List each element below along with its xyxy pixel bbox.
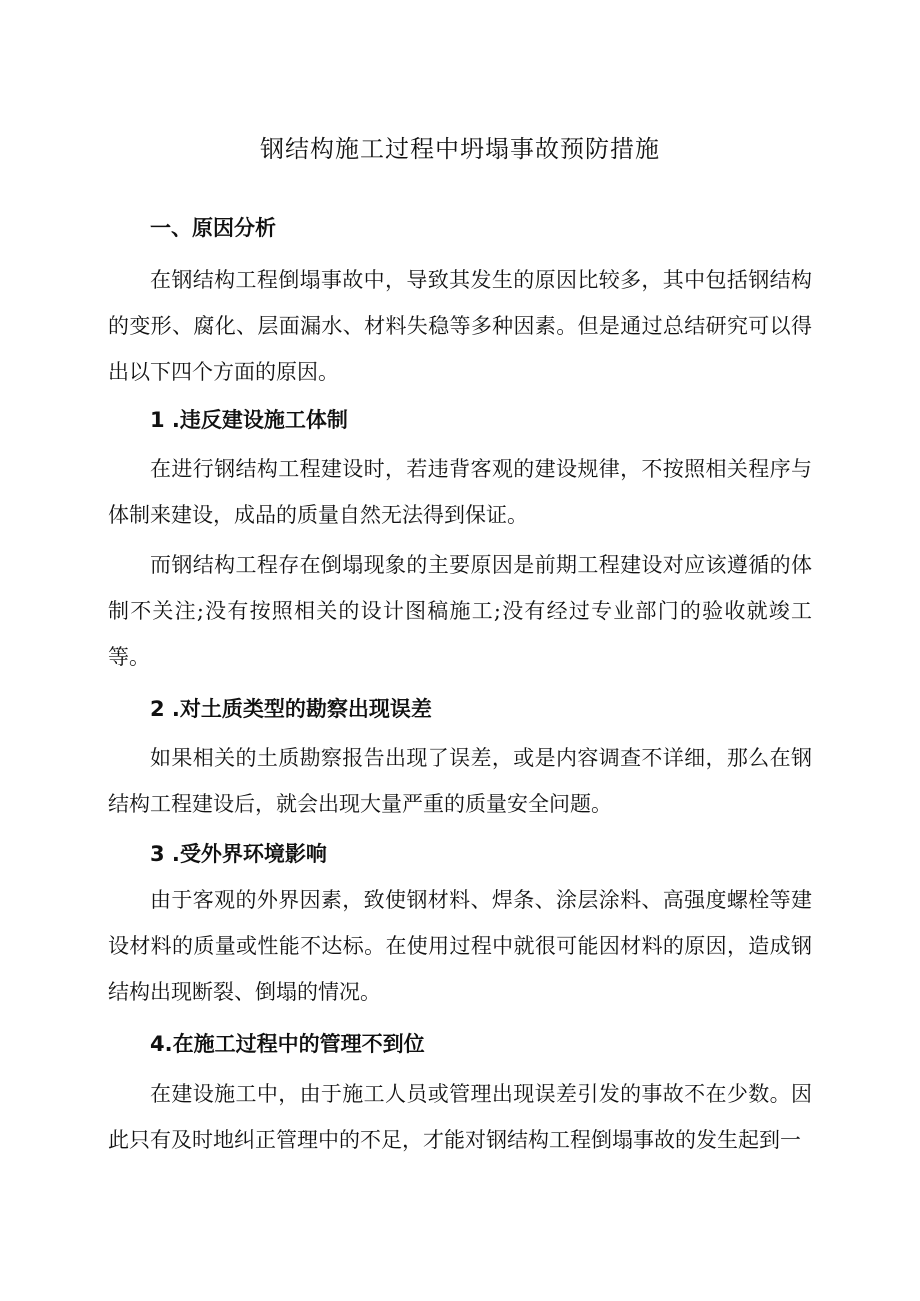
subheading-item-4: 4.在施工过程中的管理不到位 bbox=[150, 1032, 425, 1056]
item-1-paragraph-2: 而钢结构工程存在倒塌现象的主要原因是前期工程建设对应该遵循的体制不关注;没有按照相关的设计图稿施工;没有经过专业部门的验收就竣工等。 bbox=[108, 553, 812, 669]
subheading-item-2: 2 .对土质类型的勘察出现误差 bbox=[150, 697, 432, 721]
section-heading-cause-analysis: 一、原因分析 bbox=[150, 216, 276, 240]
intro-paragraph: 在钢结构工程倒塌事故中，导致其发生的原因比较多，其中包括钢结构的变形、腐化、层面漏水、材料失稳等多种因素。但是通过总结研究可以得出以下四个方面的原因。 bbox=[108, 268, 812, 384]
item-1-paragraph-1: 在进行钢结构工程建设时，若违背客观的建设规律，不按照相关程序与体制来建设，成品的质量自然无法得到保证。 bbox=[108, 457, 812, 527]
document-title: 钢结构施工过程中坍塌事故预防措施 bbox=[260, 135, 660, 163]
item-2-paragraph: 如果相关的土质勘察报告出现了误差，或是内容调查不详细，那么在钢结构工程建设后，就会出现大量严重的质量安全问题。 bbox=[108, 746, 812, 816]
subheading-item-1: 1 .违反建设施工体制 bbox=[150, 408, 348, 432]
subheading-item-3: 3 .受外界环境影响 bbox=[150, 842, 327, 866]
item-3-paragraph: 由于客观的外界因素，致使钢材料、焊条、涂层涂料、高强度螺栓等建设材料的质量或性能不达标。在使用过程中就很可能因材料的原因，造成钢结构出现断裂、倒塌的情况。 bbox=[108, 888, 812, 1004]
item-4-paragraph: 在建设施工中，由于施工人员或管理出现误差引发的事故不在少数。因此只有及时地纠正管理中的不足，才能对钢结构工程倒塌事故的发生起到一 bbox=[108, 1082, 812, 1152]
